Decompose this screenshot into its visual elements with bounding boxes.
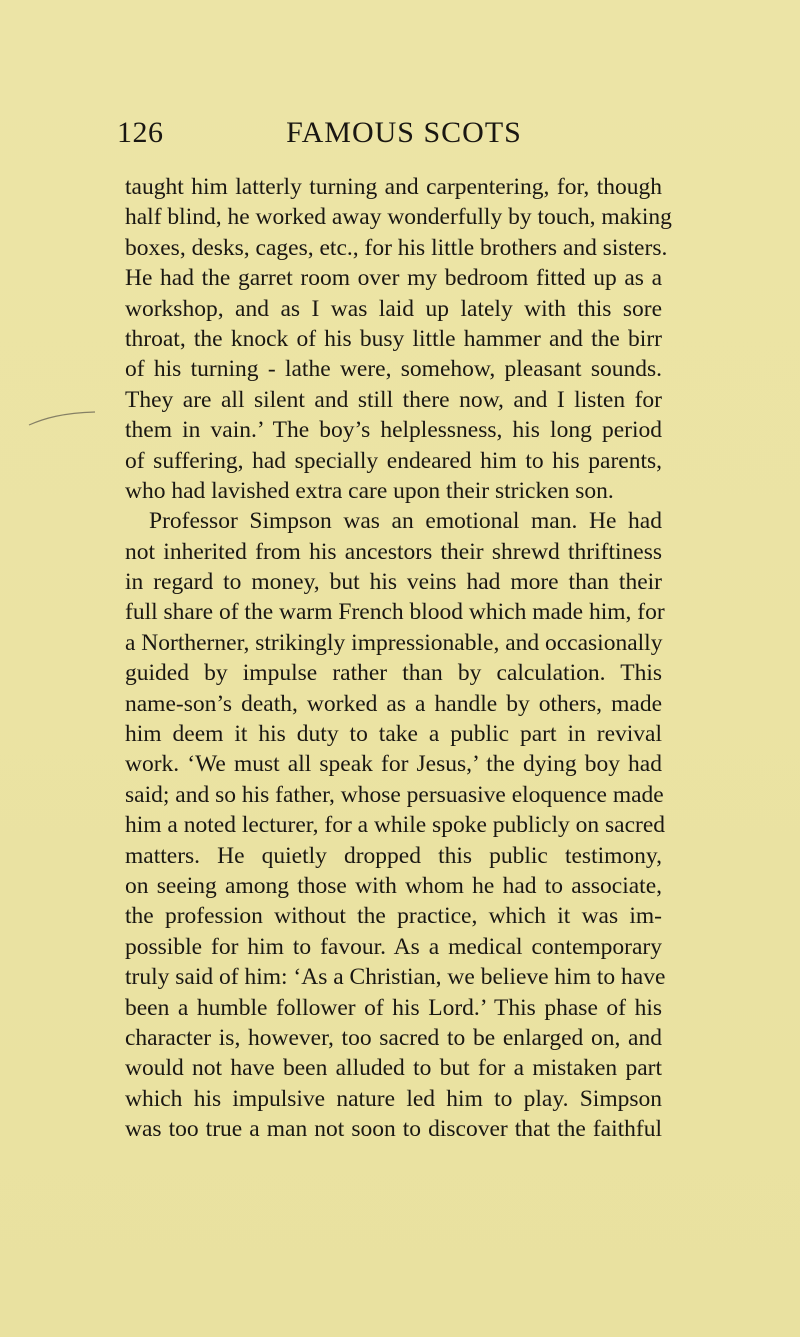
text-line: said; and so his father, whose persuasive eloquence made — [125, 781, 664, 808]
running-head: FAMOUS SCOTS — [286, 116, 522, 149]
text-line: which his impulsive nature led him to play. Simpson — [125, 1085, 662, 1112]
text-line: a Northerner, strikingly impressionable, and occasionally — [125, 629, 663, 656]
text-line: truly said of him: ‘As a Christian, we believe him to have — [125, 964, 666, 991]
text-line: guided by impulse rather than by calculation. This — [125, 660, 662, 687]
text-line: boxes, desks, cages, etc., for his little brothers and sisters. — [125, 234, 668, 261]
text-line: taught him latterly turning and carpentering, for, though — [125, 174, 662, 200]
text-line: them in vain.’ The boy’s helplessness, his long period — [125, 417, 662, 444]
pencil-mark-icon — [27, 410, 97, 428]
text-line: him a noted lecturer, for a while spoke publicly on sacred — [125, 812, 666, 839]
text-line: him deem it his duty to take a public part in revival — [125, 721, 662, 748]
page-number: 126 — [117, 116, 164, 149]
text-line: on seeing among those with whom he had to associate, — [125, 872, 662, 899]
text-line: of suffering, had specially endeared him to his parents, — [125, 447, 662, 474]
text-line: the profession without the practice, which it was im- — [125, 903, 662, 930]
text-line: possible for him to favour. As a medical contemporary — [125, 933, 662, 960]
text-line: They are all silent and still there now, and I listen for — [125, 386, 662, 413]
text-line: full share of the warm French blood which made him, for — [125, 599, 665, 626]
text-line: half blind, he worked away wonderfully by touch, making — [125, 204, 672, 231]
text-line: character is, however, too sacred to be enlarged on, and — [125, 1024, 662, 1051]
text-line: name-son’s death, worked as a handle by others, made — [125, 690, 662, 717]
text-line: matters. He quietly dropped this public testimony, — [125, 842, 662, 869]
text-line: in regard to money, but his veins had more than their — [125, 569, 662, 596]
body-text — [125, 172, 672, 1145]
text-line: who had lavished extra care upon their stricken son. — [125, 477, 614, 504]
text-line: would not have been alluded to but for a mistaken part — [125, 1055, 662, 1082]
text-line: He had the garret room over my bedroom fitted up as a — [125, 265, 662, 292]
text-line: of his turning - lathe were, somehow, pleasant sounds. — [125, 356, 662, 383]
text-line: not inherited from his ancestors their shrewd thriftiness — [125, 538, 662, 565]
text-line: been a humble follower of his Lord.’ This phase of his — [125, 994, 662, 1021]
text-line: throat, the knock of his busy little hammer and the birr — [125, 325, 662, 352]
text-line: was too true a man not soon to discover that the faithful — [125, 1116, 662, 1143]
text-line: work. ‘We must all speak for Jesus,’ the dying boy had — [125, 751, 662, 778]
page-header — [117, 116, 667, 156]
text-line: workshop, and as I was laid up lately with this sore — [125, 295, 662, 322]
text-line: Professor Simpson was an emotional man. He had — [149, 508, 662, 535]
